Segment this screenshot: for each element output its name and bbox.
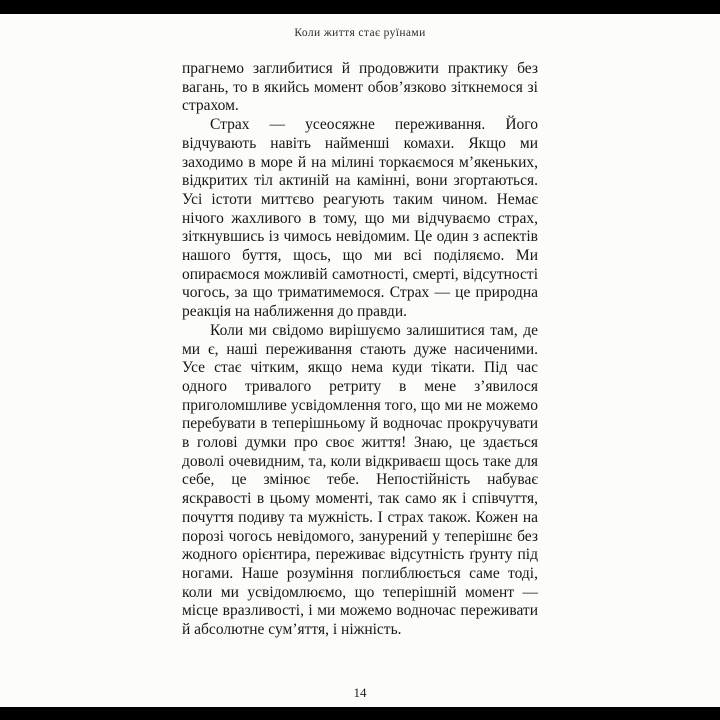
top-letterbox-bar bbox=[0, 0, 720, 14]
paragraph: прагнемо заглибитися й продовжити практику без вагань, то в якийсь момент обов’язково зіткнемося зі страхом. bbox=[182, 60, 538, 115]
body-text bbox=[182, 60, 538, 640]
page-number: 14 bbox=[353, 685, 367, 700]
running-header: Коли життя стає руїнами bbox=[294, 27, 426, 39]
book-page bbox=[0, 14, 720, 707]
paragraph: Коли ми свідомо вирішуємо залишитися там, де ми є, наші переживання стають дуже насиченими. Усе стає чітким, якщо нема куди тікати. Під час одного тривалого ретриту в мене з’явилося приголомшливе усвідомлення того, що ми не можемо перебувати в теперішньому й водночас прокручувати в голові думки про своє життя! Знаю, це здається доволі очевидним, та, коли відкриваєш щось таке для себе, це змінює тебе. Непостійність набуває яскравості в цьому моменті, так само як і співчуття, почуття подиву та мужність. І страх також. Кожен на порозі чогось невідомого, занурений у теперішнє без жодного орієнтира, переживає відсутність ґрунту під ногами. Наше розуміння поглиблюється саме тоді, коли ми усвідомлюємо, що теперішній момент — місце вразливості, і ми можемо водночас переживати й абсолютне сум’яття, і ніжність. bbox=[182, 321, 538, 639]
paragraph: Страх — усеосяжне переживання. Його відчувають навіть найменші комахи. Якщо ми заходимо в море й на мілині торкаємося м’якеньких, відкритих тіл актиній на камінні, вони згортаються. Усі істоти миттєво реагують таким чином. Немає нічого жахливого в тому, що ми відчуваємо страх, зіткнувшись із чимось невідомим. Це один з аспектів нашого буття, щось, що ми всі поділяємо. Ми опираємося можливій самотності, смерті, відсутності чогось, за що триматимемося. Страх — це природна реакція на наближення до правди. bbox=[182, 116, 538, 321]
bottom-letterbox-bar bbox=[0, 707, 720, 720]
